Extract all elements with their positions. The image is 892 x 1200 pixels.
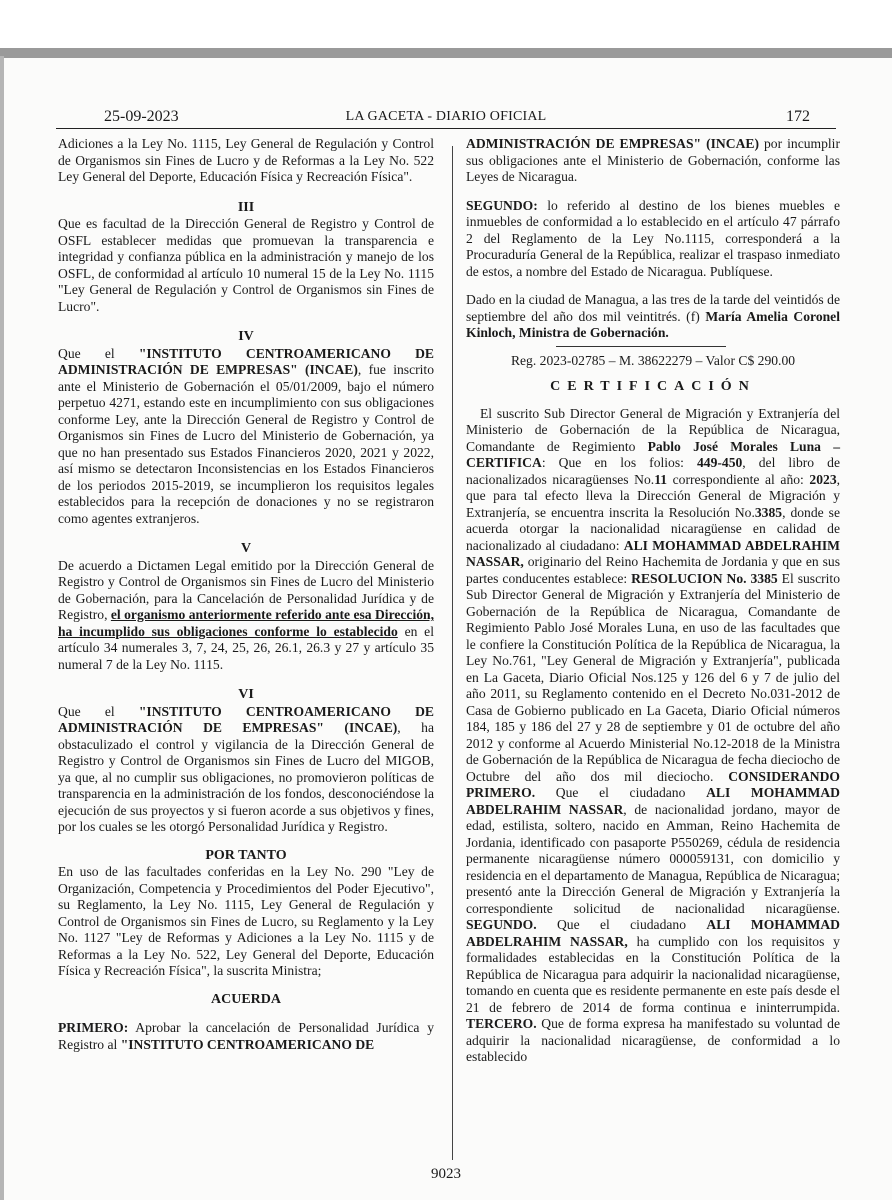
section-heading-por-tanto: POR TANTO (205, 847, 287, 863)
cert-text-21: Que el ciudadano (536, 917, 707, 932)
right-paragraph-dado (466, 292, 840, 342)
header-title: LA GACETA - DIARIO OFICIAL (345, 109, 547, 124)
cert-text-17: Que el ciudadano (535, 785, 707, 800)
dado-text: Dado en la ciudad de Managua, a las tres de la tarde del veintidós de septiembre del año dos mil veintitrés. (f) (466, 292, 840, 324)
cert-considerando-primero: CONSIDERANDO PRIMERO. (466, 768, 840, 800)
section-heading-iv: IV (238, 329, 254, 344)
signature-rule (556, 346, 726, 347)
right-paragraph-1 (466, 136, 840, 186)
cert-tercero: TERCERO. (466, 1016, 537, 1031)
segundo-label: SEGUNDO: (466, 197, 538, 213)
cert-text-3: : Que en los folios: (541, 455, 697, 470)
cert-text-1: El suscrito Sub Director General de Migración y Extranjería del Ministerio de Gobernación de la República de Nicaragua, Comandante de Regimiento (466, 405, 840, 454)
cert-citizen-name-2: ALI MOHAMMAD ABDELRAHIM NASSAR (466, 785, 840, 817)
column-divider (452, 146, 453, 1160)
left-paragraph-1: Adiciones a la Ley No. 1115, Ley General de Regulación y Control de Organismos sin Fines de Lucro y de Reformas a la Ley No. 522 Ley General del Deporte, Educación Física y Recreación Física". (58, 136, 434, 184)
cert-segundo: SEGUNDO. (466, 917, 537, 932)
cert-resolution-number: 3385 (754, 504, 783, 520)
cert-year: 2023 (809, 471, 837, 487)
page-footer-code: 9023 (431, 1166, 461, 1182)
left-paragraph-iii: Que es facultad de la Dirección General de Registro y Control de OSFL establecer medidas que promuevan la transparencia e integridad y confianza pública en la administración y manejo de los OSFL, de conformidad al artículo 10 numeral 15 de la Ley No. 1115 "Ley General de Regulación y Control de Organismos sin Fines de Lucro". (58, 216, 434, 314)
cert-text-19: , de nacionalidad jordano, mayor de edad, estilista, soltero, nacido en Amman, Reino Hachemita de Jordania, identificado con pasaporte P550269, cédula de residencia permanente nicaragüense número 000059131, con domicilio y residencia en el departamento de Managua, República de Nicaragua; presentó ante la Dirección General de Migración y Extranjería la correspondiente solicitud de nacionalidad nicaragüense. (466, 801, 840, 916)
registration-line: Reg. 2023-02785 – M. 38622279 – Valor C$ 290.00 (510, 352, 796, 368)
screenshot-top-bar (0, 0, 892, 56)
v-underlined-text: el organismo anteriormente referido ante esa Dirección, ha incumplido sus obligaciones conforme lo establecido (58, 607, 434, 639)
left-column (58, 136, 434, 1053)
header-page-number: 172 (786, 108, 810, 125)
left-paragraph-iv (58, 346, 434, 528)
segundo-text: lo referido al destino de los bienes muebles e inmuebles de conformidad a lo establecido en el artículo 47 párrafo 2 del Reglamento de la Ley No.1115, corresponderá a la Procuraduría General de la República, realizar el traspaso inmediato de estos, a nombre del Estado de Nicaragua. Publíquese. (466, 197, 840, 279)
iv-text-a: Que el (58, 345, 139, 361)
iv-text-c: , fue inscrito ante el Ministerio de Gobernación el 05/01/2009, bajo el número perpetuo 4271, estando este en incumplimiento con sus obligaciones conforme Ley, ante la Dirección General de Registro y Control de Organismos sin Fines de Lucro del Ministerio de Gobernación, ya que no han presentado sus Estados Financieros 2020, 2021 y 2022, así mismo se detectaron Inconsistencias en los Estados Financieros de los periodos 2015-2019, se incumplieron los requisitos legales establecidos para la recepción de donaciones y no se registraron como agentes extranjeros. (58, 362, 434, 526)
cert-text-5: , del libro de nacionalizados nicaragüenses No. (466, 455, 840, 487)
section-heading-vi: VI (238, 687, 254, 702)
r1-text: por incumplir sus obligaciones ante el Ministerio de Gobernación, conforme las Leyes de Nicaragua. (466, 136, 840, 184)
cert-text-9: , que para tal efecto lleva la Dirección General de Migración y Extranjería, se encuentra inscrita la Resolución No. (466, 471, 841, 520)
header-rule (56, 128, 836, 129)
r1-institute-name: ADMINISTRACIÓN DE EMPRESAS" (INCAE) (466, 136, 759, 151)
section-heading-v: V (240, 541, 252, 556)
header-date: 25-09-2023 (104, 108, 179, 125)
section-heading-iii: III (237, 199, 255, 215)
page-header (56, 108, 836, 128)
cert-text-25: Que de forma expresa ha manifestado su voluntad de adquirir la nacionalidad nicaragüense, de conformidad a lo establecido (466, 1016, 840, 1064)
cert-citizen-name-3: ALI MOHAMMAD ABDELRAHIM NASSAR, (466, 917, 840, 949)
cert-text-7: correspondiente al año: (667, 471, 810, 487)
cert-book-number: 11 (654, 471, 668, 487)
top-divider-strip (0, 48, 892, 58)
right-paragraph-segundo (466, 198, 840, 281)
section-heading-acuerda: ACUERDA (211, 991, 281, 1007)
v-text-c: en el artículo 34 numerales 3, 7, 24, 25, 26, 26.1, 26.3 y 27 y artículo 35 numeral 7 de la Ley No. 1115. (58, 623, 434, 672)
primero-label: PRIMERO: (58, 1020, 129, 1035)
primero-institute-name: "INSTITUTO CENTROAMERICANO DE (120, 1036, 375, 1052)
left-paragraph-vi (58, 704, 434, 836)
iv-institute-name: "INSTITUTO CENTROAMERICANO DE ADMINISTRACIÓN DE EMPRESAS" (INCAE) (58, 345, 434, 377)
cert-text-11: , donde se acuerda otorgar la nacionalidad nicaragüense en calidad de nacionalizado al ciudadano: (466, 504, 840, 553)
cert-resolution-heading: RESOLUCION No. 3385 (631, 570, 778, 586)
cert-text-13: originario del Reino Hachemita de Jordania y que en sus partes conducentes establece: (466, 554, 840, 586)
v-text-a: De acuerdo a Dictamen Legal emitido por la Dirección General de Registro y Control de Organismos sin Fines de Lucro del Ministerio de Gobernación, para la Cancelación de Personalidad Jurídica y de Registro, (58, 557, 434, 622)
left-paragraph-por-tanto: En uso de las facultades conferidas en la Ley No. 290 "Ley de Organización, Competencia y Procedimientos del Poder Ejecutivo", su Reglamento, la Ley No. 1115, Ley General de Regulación y Control de Organismos sin Fines de Lucro, su Reglamento y la Ley No. 1127 "Ley de Reformas y Adiciones a la Ley No. 1115 y de Reformas a la Ley No. 522, Ley General del Deporte, Educación Física y Recreación Física", la suscrita Ministra; (58, 864, 434, 978)
minister-signature: María Amelia Coronel Kinloch, Ministra de Gobernación. (466, 308, 840, 340)
certification-title: CERTIFICACIÓN (550, 379, 756, 394)
left-paragraph-primero (58, 1020, 434, 1053)
vi-text-a: Que el (58, 703, 139, 719)
cert-signer: Pablo José Morales Luna – CERTIFICA (466, 438, 840, 470)
right-column (466, 136, 840, 1066)
vi-text-c: , ha obstaculizado el control y vigilancia de la Dirección General de Registro y Control de Organismos sin Fines de Lucro del MIGOB, ya que, al no cumplir sus obligaciones, no promovieron políticas de transparencia en la administración de los fondos, desconociéndose la ejecución de sus proyectos y si fueron acorde a sus objetivos y fines, por los cuales se les otorgó Personalidad Jurídica y Registro. (58, 720, 434, 834)
left-paragraph-v (58, 558, 434, 674)
cert-text-23: ha cumplido con los requisitos y formalidades establecidas en la Constitución Política de la República de Nicaragua para adquirir la nacionalidad nicaragüense, tomando en cuenta que es residente permanente en este país desde el 21 de febrero de 2014 de forma continua e ininterrumpida. (466, 933, 840, 1015)
cert-folios: 449-450 (696, 455, 743, 470)
vi-institute-name: "INSTITUTO CENTROAMERICANO DE ADMINISTRACIÓN DE EMPRESAS" (INCAE) (58, 703, 434, 735)
primero-text: Aprobar la cancelación de Personalidad Jurídica y Registro al (58, 1020, 434, 1052)
cert-text-15: El suscrito Sub Director General de Migración y Extranjería del Ministerio de Gobernación de la República de Nicaragua, Comandante de Regimiento Pablo José Morales Luna, en uso de las facultades que le confiere la Constitución Política de la República de Nicaragua, la Ley No.761, "Ley General de Migración y Extranjería", publicada en La Gaceta, Diario Oficial Nos.125 y 126 del 6 y 7 de julio del año 2011, su Reglamento contenido en el Decreto No.031-2012 de Casa de Gobierno publicado en La Gaceta, Diario Oficial números 184, 185 y 186 del 27 y 28 de septiembre y 01 de octubre del año 2012 y conforme al Acuerdo Ministerial No.12-2018 de la Ministra de Gobernación de la República de Nicaragua de fecha dieciocho de Octubre del año dos mil dieciocho. (466, 570, 840, 784)
certification-body (466, 406, 840, 1066)
cert-citizen-name: ALI MOHAMMAD ABDELRAHIM NASSAR, (466, 537, 840, 569)
